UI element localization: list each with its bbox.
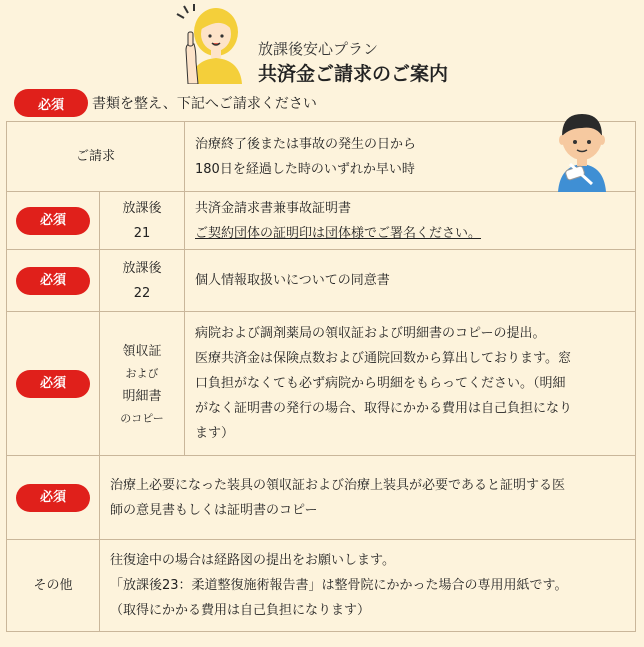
receipts-description — [185, 312, 636, 456]
required-cell — [7, 192, 100, 250]
table-row-form-21 — [7, 192, 636, 250]
claim-label: ご請求 — [7, 122, 185, 192]
claim-documents-table — [6, 121, 636, 632]
receipts-line: がなく証明書の発行の場合、取得にかかる費用は自己負担になり — [195, 401, 573, 416]
required-badge: 必須 — [16, 484, 90, 512]
other-line: 往復途中の場合は経路図の提出をお願いします。 — [110, 553, 395, 568]
brace-line: 治療上必要になった装具の領収証および治療上装具が必要であると証明する医 — [110, 477, 566, 493]
other-line: （取得にかかる費用は自己負担になります） — [110, 603, 371, 618]
instruction-text: 書類を整え、下記へご請求ください — [92, 96, 317, 112]
receipts-label-d: のコピー — [120, 411, 164, 425]
table-row-form-22 — [7, 250, 636, 312]
receipts-line: 病院および調剤薬局の領収証および明細書のコピーの提出。 — [195, 326, 546, 341]
form-21-note: ご契約団体の証明印は団体様でご署名ください。 — [195, 225, 482, 241]
form-21-label — [100, 192, 185, 250]
page-title: 共済金ご請求のご案内 — [258, 63, 449, 85]
receipts-label-a: 領収証 — [122, 343, 162, 359]
claim-line-1: 治療終了後または事故の発生の日から — [195, 136, 417, 152]
receipts-label — [100, 312, 185, 456]
required-badge: 必須 — [16, 370, 90, 398]
header — [0, 0, 644, 120]
form-label-number: 22 — [133, 285, 151, 301]
other-label: その他 — [7, 540, 100, 632]
receipts-line: 医療共済金は保険点数および通院回数から算出しております。窓 — [195, 351, 571, 366]
required-badge: 必須 — [16, 267, 90, 295]
claim-line-2: 180日を経過した時のいずれか早い時 — [195, 161, 415, 177]
table-row-receipts — [7, 312, 636, 456]
form-22-label — [100, 250, 185, 312]
brace-description — [100, 456, 636, 540]
woman-pointing-illustration — [174, 2, 244, 84]
form-label-number: 21 — [133, 225, 151, 241]
required-cell — [7, 312, 100, 456]
receipts-line: ます） — [195, 426, 235, 441]
form-22-description: 個人情報取扱いについての同意書 — [185, 250, 636, 312]
required-cell — [7, 456, 100, 540]
other-line: 「放課後23：柔道整復施術報告書」は整骨院にかかった場合の専用用紙です。 — [110, 578, 568, 593]
table-row-other — [7, 540, 636, 632]
form-21-description — [185, 192, 636, 250]
required-badge: 必須 — [16, 207, 90, 235]
form-label-top: 放課後 — [122, 200, 162, 216]
boy-with-sling-illustration — [552, 106, 612, 192]
required-badge: 必須 — [14, 89, 88, 117]
plan-name: 放課後安心プラン — [258, 40, 379, 58]
table-row-claim — [7, 122, 636, 192]
required-instruction — [14, 89, 317, 117]
brace-line: 師の意見書もしくは証明書のコピー — [110, 502, 318, 518]
form-label-top: 放課後 — [122, 260, 162, 276]
receipts-label-c: 明細書 — [122, 388, 162, 404]
receipts-label-b: および — [125, 366, 159, 380]
receipts-line: 口負担がなくても必ず病院から明細をもらってください。（明細 — [195, 376, 566, 391]
other-description — [100, 540, 636, 632]
table-row-brace — [7, 456, 636, 540]
form-21-title: 共済金請求書兼事故証明書 — [195, 200, 352, 216]
required-cell — [7, 250, 100, 312]
